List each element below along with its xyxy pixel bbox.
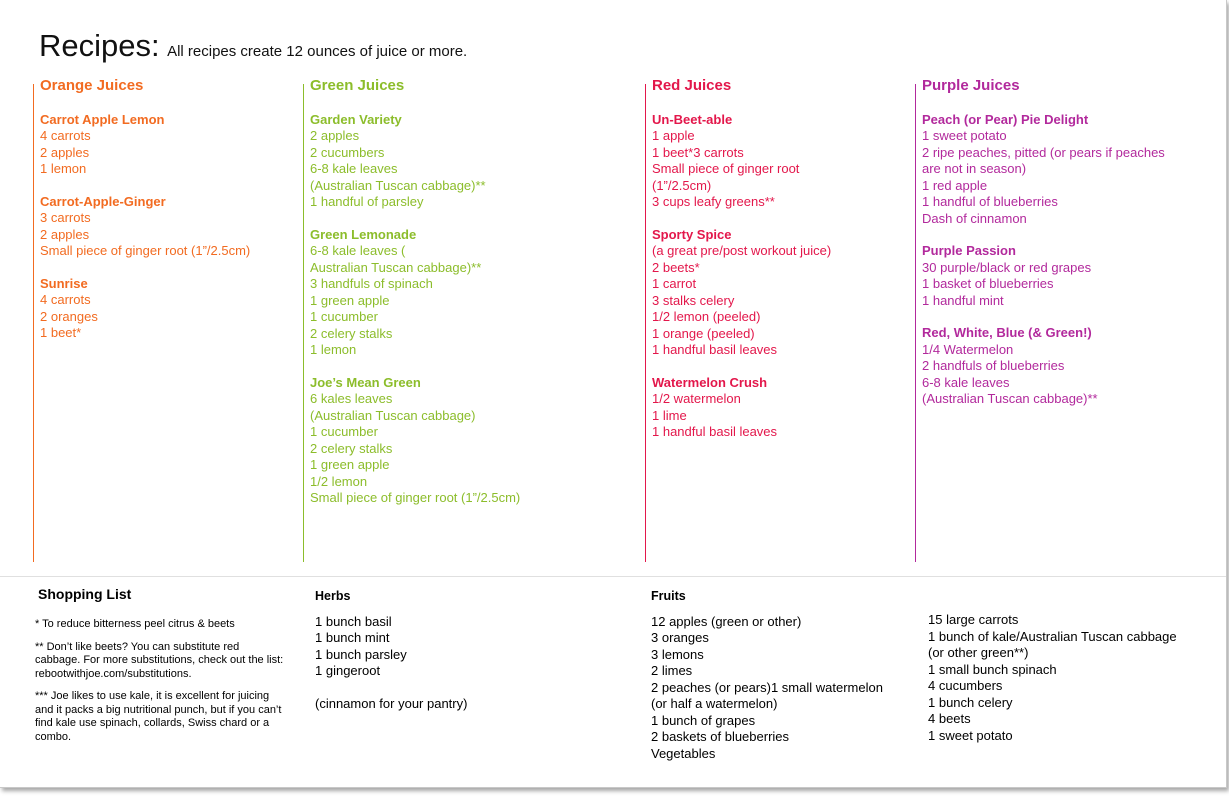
page-subtitle: All recipes create 12 ounces of juice or more. — [167, 43, 468, 60]
ingredient-line: 3 stalks celery — [652, 292, 735, 308]
recipe-title: Red, White, Blue (& Green!) — [922, 325, 1092, 340]
ingredient-line: (Australian Tuscan cabbage) — [310, 407, 476, 423]
ingredient-line: 2 oranges — [40, 308, 98, 324]
ingredient-line: 1 green apple — [310, 292, 390, 308]
ingredient-line: 1 handful of blueberries — [922, 194, 1058, 209]
section-divider — [0, 576, 1226, 577]
red-juices-column — [652, 78, 912, 457]
recipe-title: Garden Variety — [310, 111, 402, 127]
list-item: 1 gingeroot — [315, 663, 381, 678]
recipe — [652, 227, 912, 359]
ingredient-line: 1/2 lemon — [310, 473, 368, 489]
ingredient-line: 1 handful basil leaves — [652, 424, 778, 439]
list-item: 1 sweet potato — [928, 727, 1013, 743]
ingredient-line: 1/2 lemon (peeled) — [652, 309, 761, 324]
recipe-title: Carrot Apple Lemon — [40, 111, 165, 127]
ingredient-line: 1 handful basil leaves — [652, 342, 778, 357]
herbs-title: Herbs — [315, 589, 351, 603]
ingredient-line: 2 cucumbers — [310, 144, 385, 160]
purple-divider — [915, 84, 916, 562]
list-item: 1 bunch of kale/Australian Tuscan cabbage — [928, 628, 1177, 644]
list-item: 2 limes — [651, 663, 693, 678]
recipe — [652, 112, 912, 211]
note-kale: *** Joe likes to use kale, it is excellent for juicing and it packs a big nutritional punch, but if you can’t find kale use spinach, collards, Swiss chard or a combo. — [35, 690, 282, 743]
recipe-title: Joe’s Mean Green — [310, 374, 421, 390]
ingredient-line: 2 celery stalks — [310, 440, 393, 456]
recipe — [652, 375, 912, 441]
ingredient-line: (a great pre/post workout juice) — [652, 243, 832, 258]
recipe-title: Sporty Spice — [652, 226, 732, 242]
fruits-title: Fruits — [651, 589, 686, 603]
list-item: 3 lemons — [651, 646, 704, 662]
column-title: Orange Juices — [40, 77, 144, 94]
red-divider — [645, 84, 646, 562]
fruits-list — [651, 588, 921, 762]
list-item: 1 bunch of grapes — [651, 712, 756, 728]
ingredient-line: 1 handful mint — [922, 292, 1004, 308]
shopping-notes — [35, 618, 285, 753]
ingredient-line: 1 orange (peeled) — [652, 325, 755, 341]
ingredient-line: 2 apples — [40, 226, 90, 242]
herbs-list — [315, 588, 615, 713]
list-item: Vegetables — [651, 745, 716, 761]
ingredient-line: 1 green apple — [310, 457, 390, 472]
green-divider — [303, 84, 304, 562]
column-title: Purple Juices — [922, 77, 1020, 94]
list-item: 4 cucumbers — [928, 678, 1003, 693]
ingredient-line: 1 red apple — [922, 177, 988, 193]
ingredient-line: Small piece of ginger root (1”/2.5cm) — [310, 490, 521, 505]
ingredient-line: 6 kales leaves — [310, 391, 393, 406]
pantry-note: (cinnamon for your pantry) — [315, 696, 468, 711]
recipe — [310, 112, 640, 211]
list-item: 2 baskets of blueberries — [651, 729, 790, 744]
list-item: 1 bunch basil — [315, 613, 392, 629]
ingredient-line: (Australian Tuscan cabbage)** — [922, 391, 1098, 406]
spacer — [315, 680, 615, 697]
ingredient-line: 1 basket of blueberries — [922, 276, 1054, 291]
recipe-title: Carrot-Apple-Ginger — [40, 193, 166, 209]
list-item: 15 large carrots — [928, 612, 1019, 627]
ingredient-line: 1 sweet potato — [922, 128, 1007, 143]
list-item: (or half a watermelon) — [651, 696, 778, 711]
recipe — [922, 325, 1222, 408]
ingredient-line: are not in season) — [922, 161, 1027, 176]
note-beets: ** Don’t like beets? You can substitute red cabbage. For more substitutions, check out the list: rebootwithjoe.com/substitutions. — [35, 640, 284, 680]
ingredient-line: (1”/2.5cm) — [652, 177, 712, 193]
ingredient-line: (Australian Tuscan cabbage)** — [310, 177, 486, 193]
page-title: Recipes: — [39, 28, 160, 63]
ingredient-line: 1 cucumber — [310, 309, 378, 324]
ingredient-line: 2 apples — [40, 144, 90, 160]
ingredient-line: 30 purple/black or red grapes — [922, 259, 1092, 275]
recipe — [40, 112, 300, 178]
ingredient-line: 2 ripe peaches, pitted (or pears if peaches — [922, 144, 1165, 160]
ingredient-line: 1/4 Watermelon — [922, 341, 1014, 357]
ingredient-line: 1 apple — [652, 128, 695, 143]
note-citrus: * To reduce bitterness peel citrus & beets — [35, 618, 235, 630]
ingredient-line: 4 carrots — [40, 292, 91, 307]
ingredient-line: 2 handfuls of blueberries — [922, 358, 1065, 373]
recipe-title: Sunrise — [40, 275, 88, 291]
orange-juices-column — [40, 78, 300, 358]
recipe-title: Purple Passion — [922, 243, 1016, 258]
recipe — [40, 276, 300, 342]
list-item: 3 oranges — [651, 630, 709, 645]
ingredient-line: 1 cucumber — [310, 424, 378, 439]
list-item: (or other green**) — [928, 645, 1029, 660]
recipe — [922, 112, 1222, 228]
vegetables-list — [928, 612, 1218, 744]
recipe-title: Peach (or Pear) Pie Delight — [922, 111, 1089, 127]
ingredient-line: 1/2 watermelon — [652, 391, 741, 406]
recipe — [40, 194, 300, 260]
ingredient-line: 1 carrot — [652, 276, 697, 291]
list-item: 1 small bunch spinach — [928, 661, 1057, 677]
recipe — [922, 243, 1222, 309]
ingredient-line: Small piece of ginger root (1”/2.5cm) — [40, 243, 251, 258]
list-item: 1 bunch celery — [928, 694, 1013, 710]
recipe — [310, 227, 640, 359]
ingredient-line: Australian Tuscan cabbage)** — [310, 259, 482, 275]
list-item: 2 peaches (or pears)1 small watermelon — [651, 679, 883, 695]
ingredient-line: 2 celery stalks — [310, 325, 393, 341]
list-item: 1 bunch mint — [315, 630, 390, 645]
ingredient-line: 1 beet*3 carrots — [652, 144, 744, 160]
page-header — [39, 28, 467, 64]
ingredient-line: 3 cups leafy greens** — [652, 194, 775, 209]
orange-divider — [33, 84, 34, 562]
ingredient-line: 6-8 kale leaves — [922, 374, 1010, 390]
ingredient-line: 1 lime — [652, 407, 687, 423]
ingredient-line: 1 beet* — [40, 325, 82, 340]
shopping-list-title: Shopping List — [38, 586, 132, 602]
ingredient-line: 1 lemon — [40, 161, 87, 176]
ingredient-line: 3 carrots — [40, 210, 91, 225]
ingredient-line: 1 handful of parsley — [310, 194, 424, 209]
ingredient-line: 4 carrots — [40, 128, 91, 143]
list-item: 12 apples (green or other) — [651, 613, 802, 629]
ingredient-line: 6-8 kale leaves ( — [310, 243, 406, 258]
column-title: Red Juices — [652, 77, 732, 94]
green-juices-column — [310, 78, 640, 523]
ingredient-line: Small piece of ginger root — [652, 161, 800, 176]
ingredient-line: 2 apples — [310, 128, 360, 143]
list-item: 1 bunch parsley — [315, 646, 407, 662]
recipe — [310, 375, 640, 507]
recipe-title: Un-Beet-able — [652, 111, 733, 127]
list-item: 4 beets — [928, 711, 971, 726]
ingredient-line: 1 lemon — [310, 342, 357, 357]
column-title: Green Juices — [310, 77, 405, 94]
ingredient-line: 6-8 kale leaves — [310, 161, 398, 176]
ingredient-line: 3 handfuls of spinach — [310, 276, 433, 291]
ingredient-line: 2 beets* — [652, 259, 700, 275]
recipe-title: Watermelon Crush — [652, 374, 768, 390]
purple-juices-column — [922, 78, 1222, 424]
ingredient-line: Dash of cinnamon — [922, 210, 1027, 226]
recipe-title: Green Lemonade — [310, 226, 417, 242]
